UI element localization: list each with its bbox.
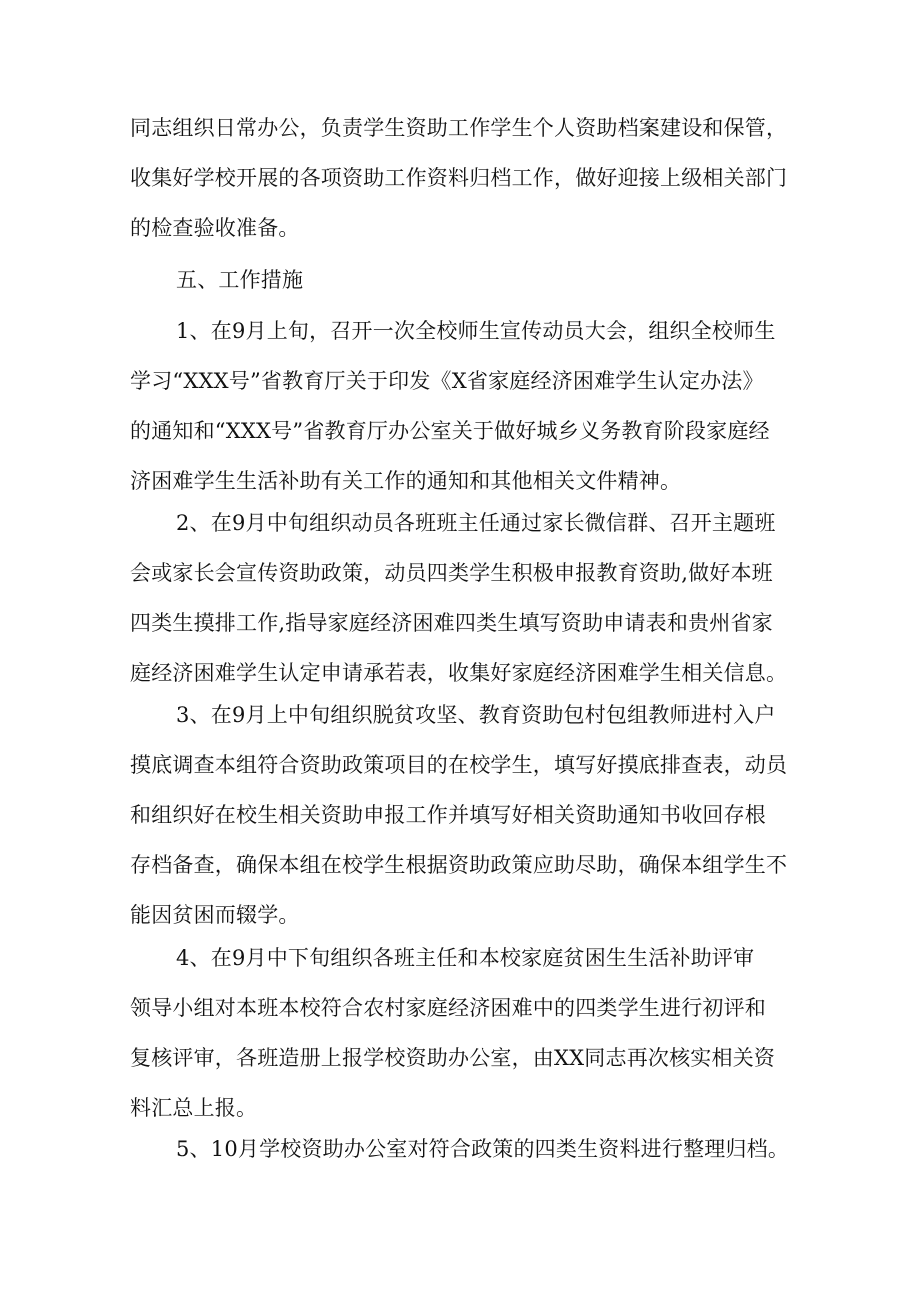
measure-paragraph-1	[130, 306, 830, 506]
text-line: 摸底调查本组符合资助政策项目的在校学生，填写好摸底排查表，动员	[130, 753, 788, 777]
text-line: 4、在9月中下旬组织各班主任和本校家庭贫困生生活补助评审	[176, 946, 755, 970]
text-line: 庭经济困难学生认定申请承若表，收集好家庭经济困难学生相关信息。	[130, 661, 788, 685]
text-line: 的通知和“XXX号”省教育厅办公室关于做好城乡义务教育阶段家庭经	[130, 419, 770, 443]
text-line: 复核评审，各班造册上报学校资助办公室，由XX同志再次核实相关资	[130, 1046, 776, 1070]
text-line: 会或家长会宣传资助政策，动员四类学生积极申报教育资助,做好本班	[130, 561, 773, 585]
measure-paragraph-3	[130, 690, 830, 940]
text-line: 学习“XXX号”省教育厅关于印发《X省家庭经济困难学生认定办法》	[130, 369, 764, 393]
measure-paragraph-5	[130, 1124, 830, 1174]
text-line: 和组织好在校生相关资助申报工作并填写好相关资助通知书收回存根	[130, 803, 766, 827]
section-heading	[130, 255, 830, 305]
text-line: 能因贫困而辍学。	[130, 903, 300, 927]
text-line: 领导小组对本班本校符合农村家庭经济困难中的四类学生进行初评和	[130, 996, 766, 1020]
text-line: 1、在9月上旬，召开一次全校师生宣传动员大会，组织全校师生	[176, 319, 776, 343]
text-line: 四类生摸排工作,指导家庭经济困难四类生填写资助申请表和贵州省家	[130, 611, 773, 635]
text-line: 3、在9月上中旬组织脱贫攻坚、教育资助包村包组教师进村入户	[176, 703, 776, 727]
text-line: 的检查验收准备。	[130, 216, 300, 240]
text-line: 收集好学校开展的各项资助工作资料归档工作，做好迎接上级相关部门	[130, 166, 788, 190]
text-line: 2、在9月中旬组织动员各班班主任通过家长微信群、召开主题班	[176, 511, 776, 535]
text-line: 料汇总上报。	[130, 1096, 258, 1120]
measure-paragraph-2	[130, 498, 830, 698]
text-line: 存档备查，确保本组在校学生根据资助政策应助尽助，确保本组学生不	[130, 853, 788, 877]
text-line: 同志组织日常办公，负责学生资助工作学生个人资助档案建设和保管，	[130, 116, 788, 140]
text-line: 济困难学生生活补助有关工作的通知和其他相关文件精神。	[130, 469, 682, 493]
heading-text: 五、工作措施	[176, 268, 304, 292]
measure-paragraph-4	[130, 933, 830, 1133]
text-line: 5、10月学校资助办公室对符合政策的四类生资料进行整理归档。	[176, 1137, 790, 1161]
paragraph-continued	[130, 103, 830, 253]
